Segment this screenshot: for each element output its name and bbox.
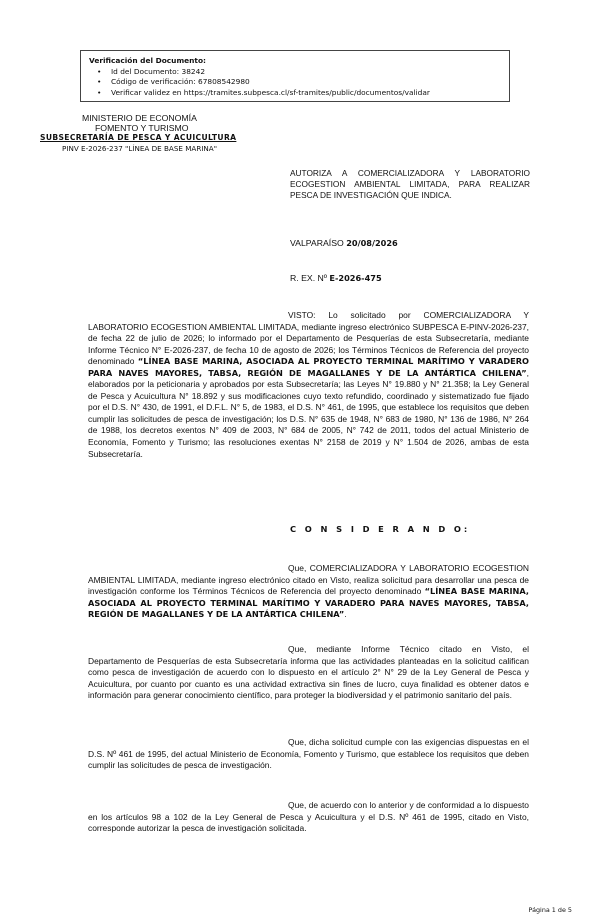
resolution-prefix: R. EX. Nº: [290, 273, 327, 283]
project-code: PINV E-2026-237 "LÍNEA DE BASE MARINA": [62, 144, 218, 153]
resolution-summary: AUTORIZA A COMERCIALIZADORA Y LABORATORIO ECOGESTION AMBIENTAL LIMITADA, PARA REALIZAR PESCA DE INVESTIGACIÓN QUE INDICA.: [290, 168, 530, 201]
verification-doc-id: • Id del Documento: 38242: [111, 67, 509, 78]
page-number: Página 1 de 5: [528, 906, 572, 914]
ministry-line-1: MINISTERIO DE ECONOMÍA: [82, 113, 197, 123]
date-city: VALPARAÍSO: [290, 238, 344, 248]
visto-lead: VISTO: Lo solicitado por COMERCIALIZADORA: [288, 310, 511, 320]
considerando-3: [88, 737, 529, 772]
considerando-4: [88, 800, 529, 835]
visto-text-a: Y LABORATORIO ECOGESTION AMBIENTAL LIMITADA, mediante ingreso electrónico SUBPESCA E-PINV-2026-237, de fecha 22 de julio de 2026; lo informado por el Departamento de Pesquerías de esta Subsecretaría, mediante Informe Técnico N° E-2026-237, de fecha 10 de agosto de 2026; los Términos Técnicos de Referencia del proyecto denominado: [88, 310, 529, 367]
considerando-1-text-a: ECOGESTION AMBIENTAL LIMITADA, mediante ingreso electrónico citado en Visto, realiza solicitud para desarrollar una pesca de investigación conforme los Términos Técnicos de Referencia del proyecto denominado: [88, 563, 529, 597]
considerando-heading: C O N S I D E R A N D O:: [290, 524, 471, 534]
considerando-4-text: conformidad a lo dispuesto en los artículos 98 a 102 de la Ley General de Pesca y Acuicultura y el D.S. Nº 461 de 1995, citado en Visto, corresponde autorizar la pesca de investigación solicitada.: [88, 800, 529, 834]
resolution-date: [290, 238, 398, 250]
considerando-2-lead: Que, mediante Informe Técnico citado en Visto,: [288, 644, 513, 654]
considerando-1: [88, 563, 529, 621]
subsecretaria-heading: SUBSECRETARÍA DE PESCA Y ACUICULTURA: [40, 133, 237, 142]
visto-text-b: , elaborados por la peticionaria y aprobados por esta Subsecretaría; las Leyes N° 19.880 y N° 21.358; la Ley General de Pesca y Acuicultura N° 18.892 y sus modificaciones cuyo texto refundido, coordinado y sistematizado fue fijado por el D.S. N° 430, de 1991, el D.F.L. N° 5, de 1983, el D.S. N° 461, de 1995, que establece los requisitos que deben cumplir las solicitudes de pesca de investigación; los D.S. N° 635 de 1948, N° 683 de 1980, N° 136 de 1986, N° 264 de 1988, los decretos exentos N° 409 de 2003, N° 684 de 2005, N° 742 de 2011, todos del actual Ministerio de Economía, Fomento y Turismo; las resoluciones exentas N° 2158 de 2019 y N° 1.504 de 2026, ambas de esta Subsecretaría.: [88, 367, 529, 459]
verification-url[interactable]: • Verificar validez en https://tramites.subpesca.cl/sf-tramites/public/documentos/validar: [111, 88, 509, 99]
verification-code: • Código de verificación: 67808542980: [111, 77, 509, 88]
considerando-1-project-name: “LÍNEA BASE MARINA, ASOCIADA AL PROYECTO TERMINAL MARÍTIMO Y VARADERO PARA NAVES MAYORES, TABSA, REGIÓN DE MAGALLANES Y DE LA ANTÁRTICA CHILENA”: [88, 586, 529, 620]
considerando-2: [88, 644, 529, 702]
considerando-3-lead: Que, dicha solicitud cumple con las exigencias: [288, 737, 465, 747]
considerando-1-text-b: .: [344, 609, 347, 620]
resolution-number: [290, 273, 382, 285]
considerando-2-text: el Departamento de Pesquerías de esta Subsecretaría informa que las actividades planteadas en la solicitud califican como pesca de investigación de acuerdo con lo dispuesto en el artículo 2° N° 29 de la Ley General de Pesca y Acuicultura, por cuanto por cuanto es una actividad extractiva sin fines de lucro, cuya finalidad es obtener datos e información para generar conocimiento científico, para proteger la biodiversidad y el patrimonio sanitario del país.: [88, 644, 529, 701]
verification-box: [80, 50, 510, 102]
verification-list: [89, 67, 509, 99]
considerando-4-lead: Que, de acuerdo con lo anterior y de: [288, 800, 426, 810]
resolution-code: E-2026-475: [329, 273, 382, 283]
verification-title: Verificación del Documento:: [89, 56, 206, 65]
visto-paragraph: [88, 310, 529, 460]
considerando-1-lead: Que, COMERCIALIZADORA Y LABORATORIO: [288, 563, 470, 573]
considerando-3-text: dispuestas en el D.S. Nº 461 de 1995, del actual Ministerio de Economía, Fomento y Turismo, que establece los requisitos que deben cumplir las solicitudes de pesca de investigación.: [88, 737, 529, 771]
ministry-line-2: FOMENTO Y TURISMO: [95, 123, 189, 133]
date-value: 20/08/2026: [346, 238, 398, 248]
visto-project-name: “LÍNEA BASE MARINA, ASOCIADA AL PROYECTO TERMINAL MARÍTIMO Y VARADERO PARA NAVES MAYORES, TABSA, REGIÓN DE MAGALLANES Y DE LA ANTÁRTICA CHILENA”: [88, 356, 530, 378]
